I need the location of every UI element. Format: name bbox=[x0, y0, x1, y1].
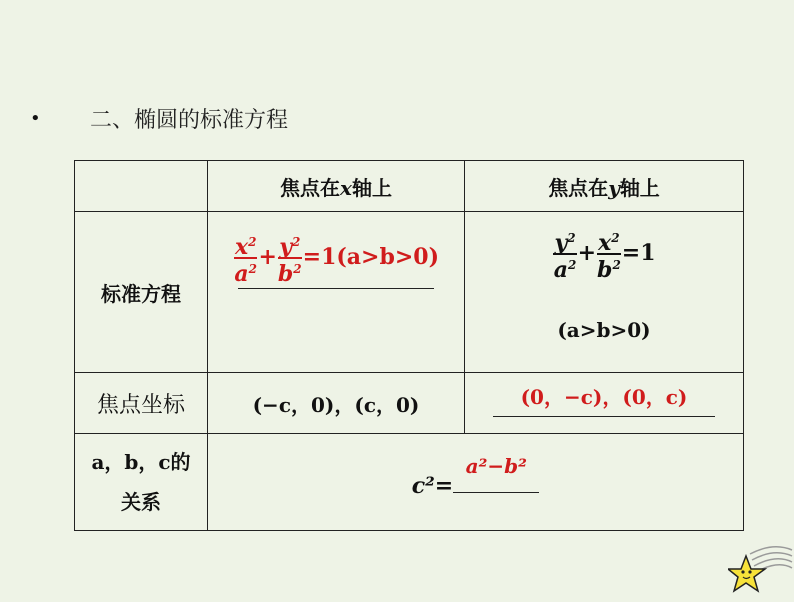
y-axis-condition: (a>b>0) bbox=[557, 318, 651, 342]
table-row-relation bbox=[75, 434, 744, 531]
section-heading: 二、椭圆的标准方程 bbox=[90, 107, 289, 133]
bullet: • bbox=[30, 107, 41, 129]
relation-answer: a²−b² bbox=[465, 453, 527, 478]
y-axis-foci: (0，−c)，(0，c) bbox=[520, 385, 688, 409]
row-label-standard-equation: 标准方程 bbox=[75, 212, 208, 373]
x-axis-equation-cell bbox=[208, 212, 465, 373]
y-axis-foci-cell bbox=[465, 373, 744, 434]
row-label-foci: 焦点坐标 bbox=[75, 373, 208, 434]
empty-corner-cell bbox=[75, 161, 208, 212]
star-decoration-icon bbox=[728, 540, 794, 600]
row-label-relation: a，b，c的 关系 bbox=[75, 434, 208, 531]
ellipse-equation-table bbox=[74, 160, 744, 531]
answer-blank-line bbox=[238, 288, 434, 289]
x-axis-foci: (−c，0)，(c，0) bbox=[208, 373, 465, 434]
heading-row bbox=[30, 104, 288, 132]
relation-lhs: c²= bbox=[411, 472, 454, 499]
table-row-foci bbox=[75, 373, 744, 434]
header-y-axis: 焦点在y轴上 bbox=[465, 161, 744, 212]
table-header-row bbox=[75, 161, 744, 212]
y-axis-equation: $\frac{y^2}{a^2}$ + $\frac{x^2}{b^2}$ =1 bbox=[553, 230, 656, 283]
y-axis-equation-cell bbox=[465, 212, 744, 373]
x-axis-equation: $\frac{x^2}{a^2}$ + $\frac{y^2}{b^2}$ =1(a>b>0) bbox=[234, 234, 440, 287]
answer-blank-line bbox=[493, 416, 715, 417]
relation-cell bbox=[208, 434, 744, 531]
table-row-standard-equation bbox=[75, 212, 744, 373]
relation-answer-slot bbox=[453, 453, 539, 493]
header-x-axis: 焦点在x轴上 bbox=[208, 161, 465, 212]
